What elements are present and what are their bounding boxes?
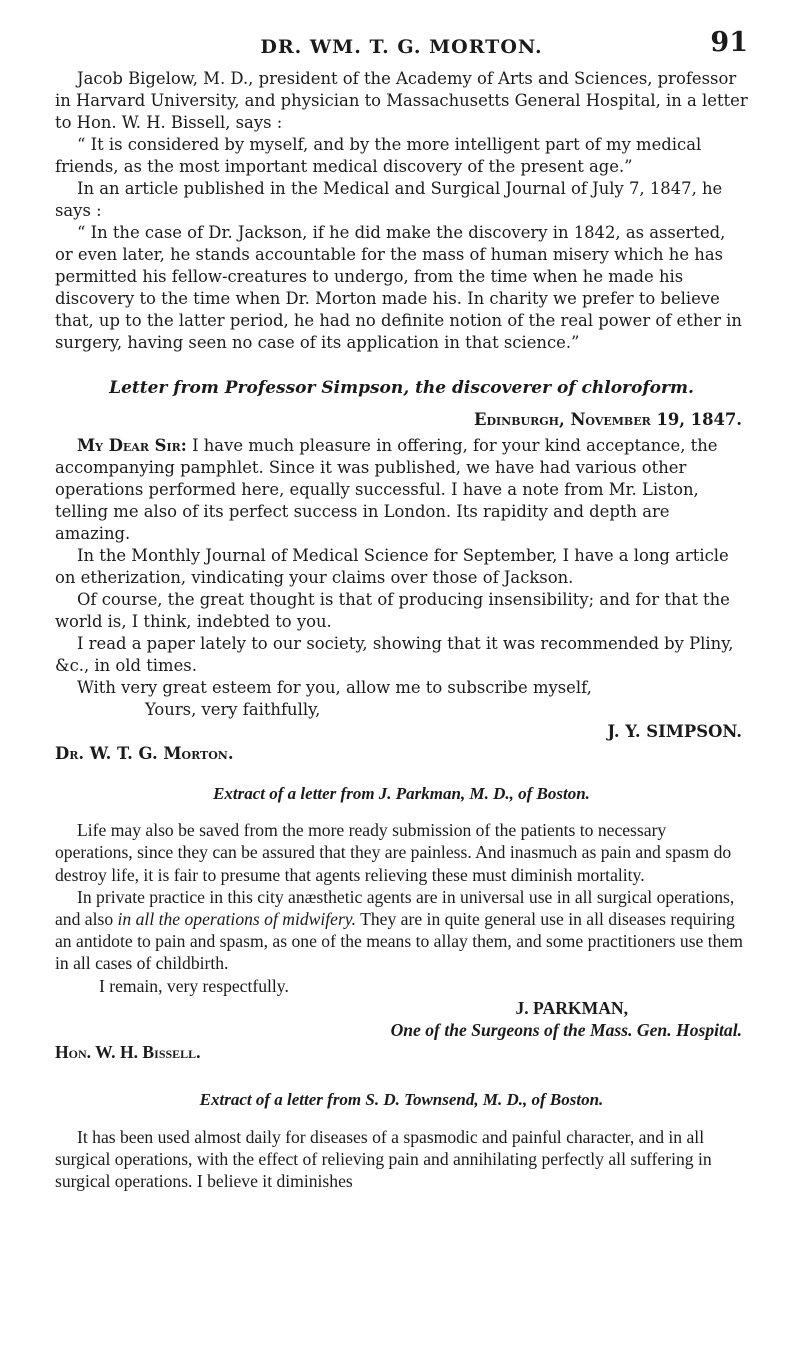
- parkman-letter: [55, 783, 748, 1063]
- running-head: DR. WM. T. G. MORTON.: [260, 36, 543, 58]
- bigelow-article-intro: In an article published in the Medical and Surgical Journal of July 7, 1847, he says :: [55, 179, 723, 220]
- parkman-paragraph-1: Life may also be saved from the more ready submission of the patients to necessary operations, since they can be assured that they are painless. And inasmuch as pain and spasm do destroy life, it is fair to presume that agents relieving these must diminish mortality.: [55, 820, 732, 885]
- parkman-paragraph-2: [55, 886, 748, 975]
- simpson-paragraph-1: I have much pleasure in offering, for your kind acceptance, the accompanying pamphlet. Since it was published, we have had various other operations performed here, equally successful. I have a note from Mr. Liston, telling me also of its perfect success in London. Its rapidity and depth are amazing.: [55, 436, 718, 543]
- townsend-letter-title: Extract of a letter from S. D. Townsend, M. D., of Boston.: [199, 1090, 604, 1110]
- bigelow-section: [55, 68, 748, 354]
- simpson-letter: [55, 377, 748, 765]
- simpson-paragraph-2: In the Monthly Journal of Medical Science for September, I have a long article on etherization, vindicating your claims over those of Jackson.: [55, 546, 729, 587]
- simpson-salutation: My Dear Sir:: [77, 436, 187, 455]
- bigelow-quote-1: “ It is considered by myself, and by the more intelligent part of my medical friends, as the most important medical discovery of the present age.”: [55, 135, 702, 176]
- page-header: [55, 28, 748, 68]
- simpson-closing: Yours, very faithfully,: [145, 700, 321, 719]
- parkman-paragraph-2-emphasis: in all the operations of midwifery.: [117, 909, 357, 930]
- parkman-paragraph-2-end: They are in quite general use in all diseases requiring an antidote to pain and spasm, as one of the means to allay them, and some practitioners use them in all cases of childbirth.: [55, 909, 743, 974]
- parkman-signature: J. PARKMAN,: [515, 997, 628, 1018]
- simpson-paragraph-4: I read a paper lately to our society, showing that it was recommended by Pliny, &c., in old times.: [55, 634, 734, 675]
- simpson-paragraph-5: With very great esteem for you, allow me to subscribe myself,: [77, 678, 592, 697]
- simpson-letter-title: Letter from Professor Simpson, the discoverer of chloroform.: [109, 378, 694, 398]
- parkman-paragraph-2-start: In private practice in this city anæsthetic agents are in universal use in all surgical operations, and also: [55, 886, 735, 930]
- bigelow-quote-2: “ In the case of Dr. Jackson, if he did make the discovery in 1842, as asserted, or even later, he stands accountable for the mass of human misery which he has permitted his fellow-creatures to undergo, from the time when he made his discovery to the time when Dr. Morton made his. In charity we prefer to believe that, up to the latter period, he had no definite notion of the real power of ether in surgery, having seen no case of its application in that science.”: [55, 223, 742, 352]
- parkman-recipient: Hon. W. H. Bissell.: [55, 1042, 201, 1063]
- townsend-paragraph-1: It has been used almost daily for diseases of a spasmodic and painful character, and in all surgical operations, with the effect of relieving pain and annihilating perfectly all suffering in surgical operations. I believe it diminishes: [55, 1126, 712, 1192]
- parkman-closing: I remain, very respectfully.: [99, 975, 289, 996]
- simpson-recipient: Dr. W. T. G. Morton.: [55, 744, 234, 763]
- simpson-paragraph-3: Of course, the great thought is that of producing insensibility; and for that the world is, I think, indebted to you.: [55, 590, 730, 631]
- bigelow-intro: Jacob Bigelow, M. D., president of the Academy of Arts and Sciences, professor in Harvard University, and physician to Massachusetts General Hospital, in a letter to Hon. W. H. Bissell, says :: [55, 69, 748, 132]
- simpson-signature: J. Y. SIMPSON.: [607, 722, 742, 741]
- simpson-dateline: Edinburgh, November 19, 1847.: [473, 410, 742, 429]
- townsend-letter: [55, 1089, 748, 1192]
- parkman-letter-title: Extract of a letter from J. Parkman, M. D., of Boston.: [213, 784, 590, 803]
- page-number: 91: [710, 27, 748, 58]
- parkman-signature-title: One of the Surgeons of the Mass. Gen. Hospital.: [390, 1020, 742, 1041]
